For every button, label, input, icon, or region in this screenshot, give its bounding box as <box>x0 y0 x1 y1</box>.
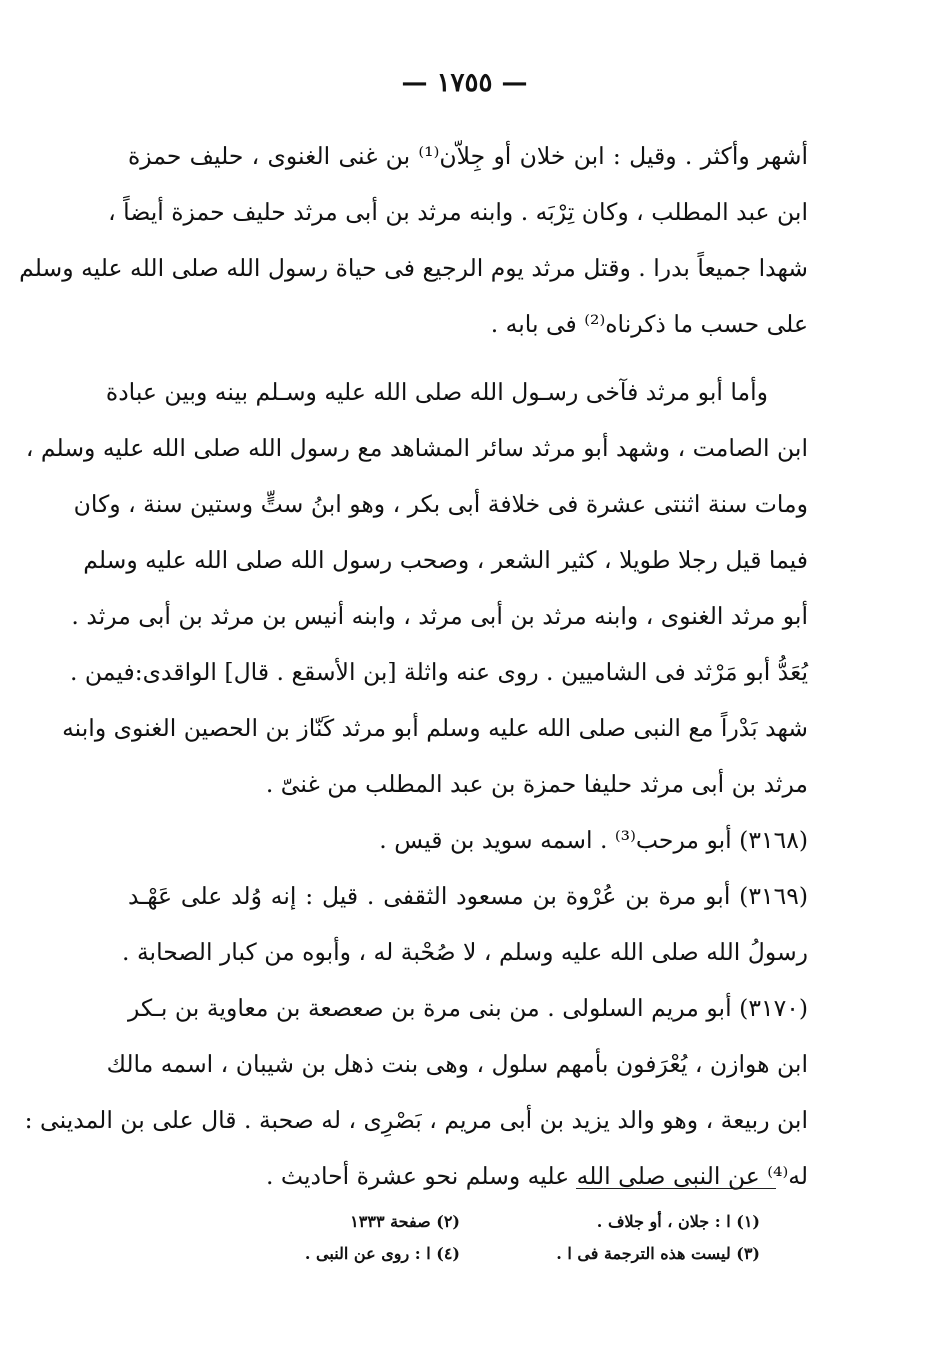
entry-line: (٣١٦٩) أبو مرة بن عُرْوة بن مسعود الثقفى . قيل : إنه وُلد على عَهْـد <box>128 882 808 910</box>
text-line: شهد بَدْراً مع النبى صلى الله عليه وسلم أبو مرثد كَنّاز بن الحصين الغنوى وابنه <box>62 714 808 742</box>
footnotes <box>260 1206 760 1270</box>
footnote-row <box>260 1238 760 1270</box>
entry-line: له⁽⁴⁾ عن النبى صلى الله عليه وسلم نحو عشرة أحاديث . <box>265 1162 808 1190</box>
entry-line: رسولُ الله صلى الله عليه وسلم ، لا صُحْبة له ، وأبوه من كبار الصحابة . <box>122 938 808 966</box>
text-line: على حسب ما ذكرناه⁽²⁾ فى بابه . <box>490 310 808 338</box>
text-line: أبو مرثد الغنوى ، وابنه مرثد بن أبى مرثد ، وابنه أنيس بن مرثد بن أبى مرثد . <box>71 602 808 630</box>
text-line: شهدا جميعاً بدرا . وقتل مرثد يوم الرجيع فى حياة رسول الله صلى الله عليه وسلم <box>19 254 808 282</box>
footnote-1: (١) ا : جلان ، أو جلاف . <box>596 1212 760 1231</box>
entry-line: (٣١٧٠) أبو مريم السلولى . من بنى مرة بن صعصعة بن معاوية بن بـكر <box>128 994 808 1022</box>
paragraph-abu-marthad <box>25 364 808 812</box>
text-line: ابن عبد المطلب ، وكان تِرْبَه . وابنه مرثد بن أبى مرثد حليف حمزة أيضاً ، <box>108 198 808 226</box>
entry-line: (٣١٦٨) أبو مرحب⁽³⁾ . اسمه سويد بن قيس . <box>379 826 808 854</box>
footnote-row <box>260 1206 760 1238</box>
footnote-separator <box>576 1188 776 1189</box>
text-line: مرثد بن أبى مرثد حليفا حمزة بن عبد المطلب من غنىّ . <box>265 770 808 798</box>
entry-3170 <box>24 980 808 1204</box>
entry-line: ابن هوازن ، يُعْرَفون بأمهم سلول ، وهى بنت ذهل بن شيبان ، اسمه مالك <box>106 1050 808 1078</box>
text-line: وأما أبو مرثد فآخى رسـول الله صلى الله عليه وسـلم بينه وبين عبادة <box>105 378 768 406</box>
entry-line: ابن ربيعة ، وهو والد يزيد بن أبى مريم ، بَصْرِى ، له صحبة . قال على بن المدينى : <box>24 1106 808 1134</box>
entry-3169 <box>122 868 808 980</box>
text-line: فيما قيل رجلا طويلا ، كثير الشعر ، وصحب رسول الله صلى الله عليه وسلم <box>83 546 808 574</box>
text-line: يُعَدُّ أبو مَرْثد فى الشاميين . روى عنه واثلة [بن الأسقع . قال] الواقدى:فيمن . <box>69 658 808 686</box>
entry-3168 <box>128 812 808 868</box>
footnote-2: (٢) صفحة ١٣٣٣ <box>350 1212 460 1231</box>
paragraph-continuation <box>19 128 809 352</box>
text-line: ومات سنة اثنتى عشرة فى خلافة أبى بكر ، وهو ابنُ ستٍّ وستين سنة ، وكان <box>73 490 808 518</box>
footnote-4: (٤) ا : روى عن النبى . <box>304 1244 460 1263</box>
paragraph-gap <box>128 352 808 364</box>
footnote-3: (٣) ليست هذه الترجمة فى ا . <box>556 1244 760 1263</box>
main-text <box>19 128 809 1204</box>
page-number: — ١٧٥٥ — <box>401 68 528 98</box>
text-line: ابن الصامت ، وشهد أبو مرثد سائر المشاهد مع رسول الله صلى الله عليه وسلم ، <box>25 434 808 462</box>
text-line: أشهر وأكثر . وقيل : ابن خلان أو جِلاّن⁽¹⁾ بن غنى الغنوى ، حليف حمزة <box>128 142 809 170</box>
